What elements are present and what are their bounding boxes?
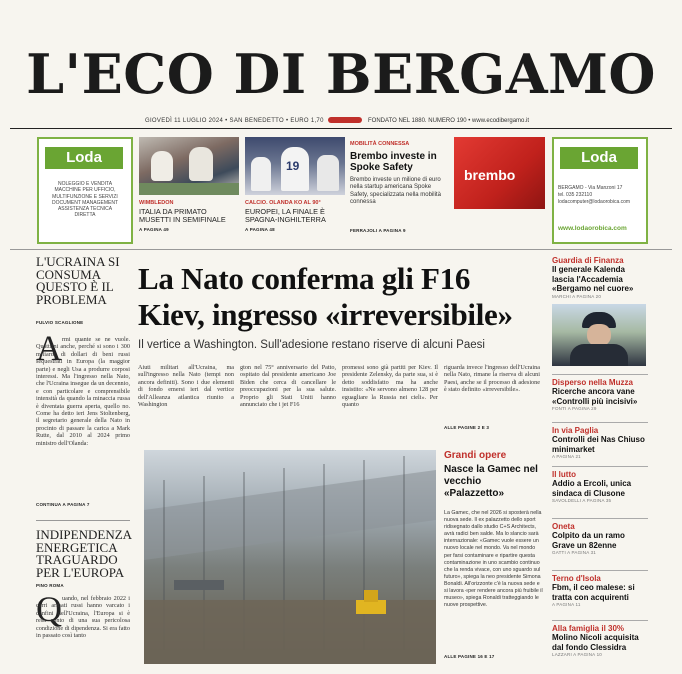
ad-left-line: DOCUMENT MANAGEMENT — [51, 199, 119, 206]
editorial-author: FULVIO SCAGLIONE — [36, 320, 84, 325]
ad-left-line: DIRETTA — [74, 212, 96, 219]
sidebar-item[interactable] — [552, 256, 648, 299]
brembo-logo — [464, 167, 515, 185]
editorial-title: INDIPENDENZA ENERGETICA TRAGUARDO PER L'EUROPA — [36, 527, 132, 580]
feature-photo — [144, 450, 436, 664]
sidebar-page: LAZZARI A PAGINA 10 — [552, 652, 602, 658]
teaser-photo: 19 — [245, 137, 345, 195]
teaser-title: Brembo investe in Spoke Safety — [350, 151, 437, 173]
teaser-photo — [454, 137, 545, 209]
teaser-text: Brembo investe un milione di euro nella startup americana Spoke Safety, specializzata nella mobilità connessa — [350, 177, 441, 205]
ad-right-line: lodacomputer@lodaorobica.com — [558, 199, 631, 205]
teaser-photo — [139, 137, 239, 195]
teaser-wimbledon[interactable] — [139, 137, 239, 237]
ad-left-line: MULTIFUNZIONE E SERVIZI — [52, 193, 118, 200]
loda-logo — [560, 147, 638, 169]
teaser-brembo[interactable] — [350, 137, 545, 237]
teaser-text: EUROPEI, LA FINALE È SPAGNA-INGHILTERRA — [245, 207, 326, 225]
masthead-title: L'ECO DI BERGAMO — [26, 42, 656, 106]
sidebar-kicker: Disperso nella Muzza — [552, 378, 633, 387]
dateline-ribbon — [328, 117, 362, 123]
editorial-ucraina[interactable] — [36, 256, 130, 514]
sidebar-item[interactable] — [552, 426, 648, 459]
feature-page: ALLE PAGINE 16 E 17 — [444, 654, 495, 659]
editorial-author: PINO ROMA — [36, 583, 64, 588]
feature-title: Nasce la Gamec nel vecchio «Palazzetto» — [444, 464, 538, 499]
feature-kicker: Grandi opere — [444, 450, 507, 461]
ad-left-line: NOLEGGIO E VENDITA — [57, 181, 113, 187]
teaser-page: FERRAJOLI A PAGINA 9 — [350, 228, 406, 233]
ad-right-brand: Loda — [581, 149, 617, 166]
ad-left-line: MACCHINE PER UFFICIO, — [54, 187, 116, 194]
sidebar-title: Addio a Ercoli, unica sindaca di Clusone — [552, 479, 632, 498]
sidebar-kicker: Guardia di Finanza — [552, 256, 624, 265]
sidebar-page: FONTI A PAGINA 29 — [552, 406, 597, 412]
sidebar-page: GATTI A PAGINA 31 — [552, 550, 596, 556]
sidebar-kicker: Il lutto — [552, 470, 576, 479]
sidebar-page: MARCHI A PAGINA 20 — [552, 293, 602, 299]
dateline-right: FONDATO NEL 1880. NUMERO 190 • www.ecodibergamo.it — [368, 118, 530, 124]
teaser-page: A PAGINA 49 — [139, 227, 169, 232]
lead-story[interactable] — [138, 262, 544, 442]
sidebar-kicker: Alla famiglia il 30% — [552, 624, 625, 633]
sidebar-page: A PAGINA 21 — [552, 454, 581, 460]
lead-col: gton nel 75° anniversario del Patto, ospitato dal presidente americano Joe Biden che cerca di cancellare le preoccupazioni per la sua salute. Proprio gli Stati Uniti hanno annunciato che i jet F16 — [240, 364, 336, 409]
sidebar-item[interactable] — [552, 522, 648, 555]
sidebar — [552, 256, 652, 670]
sidebar-item[interactable] — [552, 574, 648, 607]
lead-subhead: Il vertice a Washington. Sull'adesione restano riserve di alcuni Paesi — [138, 339, 485, 351]
editorial-energia[interactable] — [36, 529, 130, 669]
editorial-title: L'UCRAINA SI CONSUMA QUESTO È IL PROBLEMA — [36, 254, 120, 307]
sidebar-kicker: In via Paglia — [552, 426, 599, 435]
sidebar-item[interactable] — [552, 378, 648, 411]
ad-right-line: tel. 035 232110 — [558, 192, 593, 198]
lead-col: riguarda invece l'ingresso dell'Ucraina nella Nato, rimane la riserva di alcuni Paesi, anche se il processo di adesione è stato definito «irreversibile». — [444, 364, 540, 394]
editorial-text: rmi quante se ne vuole. Quattrini anche, perché si sono i 300 miliardi di dollari di beni russi sequestrati in Europa (la maggior parte) e negli Usa a produrre corposi interessi. Ma l'ingresso nella Nato, che l'Ucraina insegue da un decennio, e con particolare e comprensibile intensità da quando la minaccia russa è diventata guerra aperta, quello no. Come ha detto ieri Jens Stoltenberg, il segretario generale della Nato in procinto di passare la carica a Mark Rutte, dal 2010 al 2024 primo ministro dell'Olanda: — [36, 336, 130, 447]
sidebar-title: Ricerche ancora vane «Controlli più incisivi» — [552, 387, 638, 406]
sidebar-title: Il generale Kalenda lascia l'Accademia «Bergamo nel cuore» — [552, 265, 634, 294]
ad-right[interactable] — [552, 137, 648, 244]
ad-left-line: ASSISTENZA TECNICA — [57, 206, 113, 213]
ad-left[interactable] — [37, 137, 133, 244]
feature-text: La Gamec, che nel 2026 si sposterà nella nuova sede. Il ex palazzetto dello sport ridisegnato dallo studio C+S Architects, avrà radici ben salde. Ma lo slancio sarà internazionale: «Gamec vuole essere un nuovo locale nel mondo. Va nel mondo per farsi contaminare e ripartire questa contaminazione in uno scambio continuo che la renda vivace, con uno sguardo sul futuro», spiega la neo presidente Simona Bonaldi. All'orizzonte c'è la nuova sede e si lavora «per rendere ancora più fruibile il museo», spiega Ronaldi tratteggiando le nuove prospettive. — [444, 510, 543, 609]
teaser-kicker: WIMBLEDON — [139, 200, 174, 206]
dateline-left: GIOVEDÌ 11 LUGLIO 2024 • SAN BENEDETTO • EURO 1,70 — [145, 118, 324, 124]
sidebar-page: A PAGINA 11 — [552, 602, 581, 608]
editorial-dropcap: A — [36, 328, 62, 368]
feature-gamec[interactable] — [444, 450, 544, 664]
teaser-kicker: MOBILITÀ CONNESSA — [350, 141, 410, 147]
loda-logo — [45, 147, 123, 169]
lead-col: promessi sono già partiti per Kiev. Il presidente Zelensky, da parte sua, si è detto soddisfatto ma ha anche insistito: «Ne servono almeno 128 per eguagliare la Russia nei cieli». Per quanto — [342, 364, 438, 409]
sidebar-item[interactable] — [552, 624, 648, 657]
lead-col: Aiuti militari all'Ucraina, ma sull'ingresso nella Nato (tempi non ancora definiti). Sono i due elementi di fondo emersi ieri dal vertice dell'Alleanza atlantica riunito a Washington — [138, 364, 234, 409]
teaser-kicker: CALCIO. OLANDA KO AL 90° — [245, 200, 321, 206]
sidebar-item[interactable] — [552, 470, 648, 503]
sidebar-kicker: Terno d'Isola — [552, 574, 601, 583]
sidebar-title: Colpito da un ramo Grave un 82enne — [552, 531, 625, 550]
sidebar-photo — [552, 304, 646, 366]
sidebar-title: Molino Nicoli acquisita dal fondo Clessidra — [552, 633, 639, 652]
sidebar-title: Fbm, il ceo malese: si tratta con acquirenti — [552, 583, 635, 602]
editorial-cont: CONTINUA A PAGINA 7 — [36, 502, 90, 507]
teaser-calcio[interactable] — [245, 137, 345, 237]
sidebar-kicker: Oneta — [552, 522, 575, 531]
sidebar-page: SAVOLDELLI A PAGINA 35 — [552, 498, 612, 504]
teaser-page: A PAGINA 48 — [245, 227, 275, 232]
teaser-text: ITALIA DA PRIMATO MUSETTI IN SEMIFINALE — [139, 207, 226, 225]
lead-headline-1: La Nato conferma gli F16 — [138, 261, 471, 296]
ad-right-line: BERGAMO - Via Manzoni 17 — [558, 185, 623, 191]
sidebar-title: Controlli dei Nas Chiuso minimarket — [552, 435, 645, 454]
editorial-text: uando, nel febbraio 2022 i carri armati russi hanno varcato i confini dell'Ucraina, l'Europa si è resa conto di una sua pericolosa condizione di dipendenza. Si era fatto in passato così tanto — [36, 595, 130, 640]
ad-right-url[interactable]: www.lodaorobica.com — [558, 225, 627, 232]
lead-headline-2: Kiev, ingresso «irreversibile» — [138, 297, 513, 332]
editorial-dropcap: Q — [36, 589, 62, 629]
brembo-logo-text: brembo — [464, 167, 516, 183]
lead-page: ALLE PAGINE 2 E 3 — [444, 425, 490, 430]
ad-left-brand: Loda — [66, 149, 102, 166]
